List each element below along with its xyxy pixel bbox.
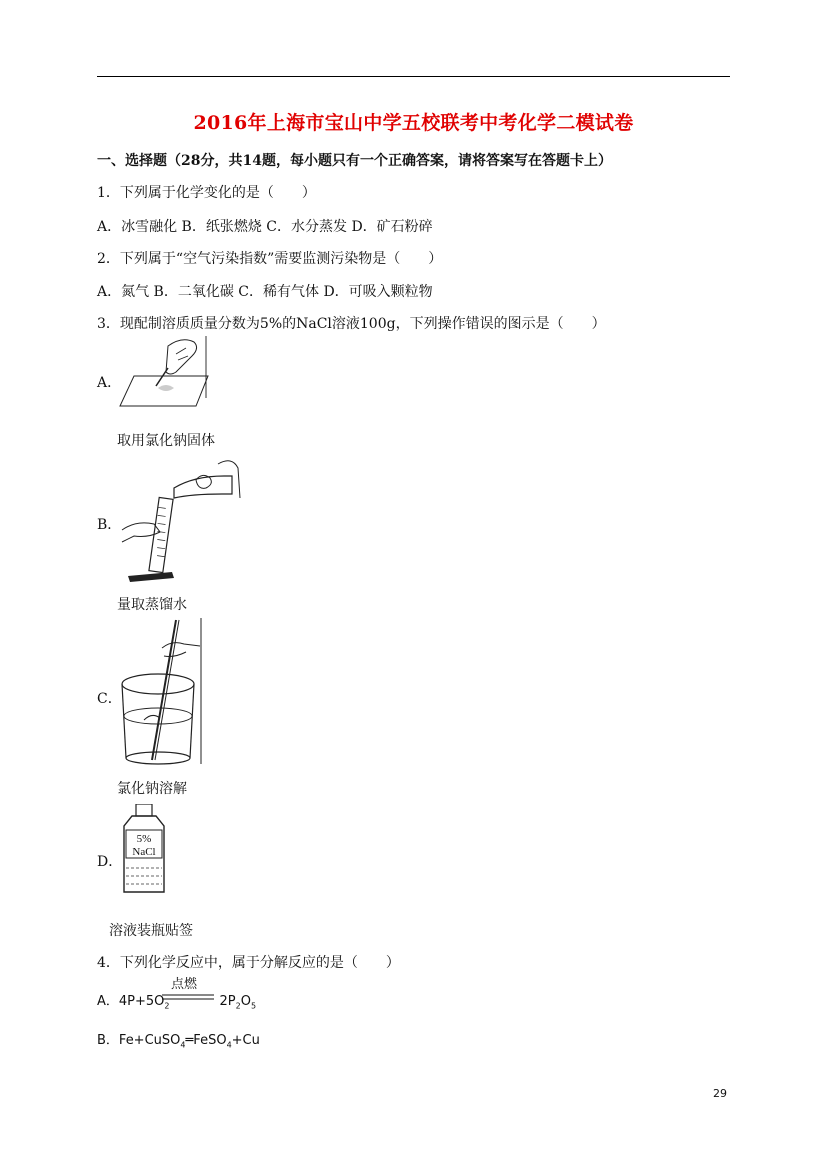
header-rule [97,76,730,77]
equation-a-prefix: A． [97,994,119,1009]
option-a-letter: A． [97,375,122,391]
measure-water-figure [118,458,244,584]
dissolve-figure [118,618,204,766]
question-4-stem: 4．下列化学反应中，属于分解反应的是（ ） [97,955,400,971]
equation-b-prefix: B． [97,1033,119,1048]
option-c-letter: C． [97,691,122,707]
question-3-stem: 3．现配制溶质质量分数为5%的NaCl溶液100g，下列操作错误的图示是（ ） [97,316,606,332]
option-d-caption: 溶液装瓶贴签 [109,923,193,939]
option-b-caption: 量取蒸馏水 [117,597,187,613]
bottle-label-percent: 5% [136,833,152,845]
page-number: 29 [713,1087,727,1100]
take-salt-figure [118,336,210,410]
option-c-caption: 氯化钠溶解 [117,781,187,797]
equals-sign [162,994,214,1002]
question-1-stem: 1．下列属于化学变化的是（ ） [97,185,316,201]
question-2-stem: 2．下列属于“空气污染指数”需要监测污染物是（ ） [97,251,443,267]
section-heading: 一、选择题（28分，共14题，每小题只有一个正确答案，请将答案写在答题卡上） [97,153,612,169]
equation-b: B．Fe+CuSO$_4$═FeSO$_4$+Cu [97,1033,260,1050]
reaction-condition: 点燃 [171,977,198,992]
page-title: 2016年上海市宝山中学五校联考中考化学二模试卷 [193,112,634,134]
question-1-options: A．冰雪融化 B．纸张燃烧 C．水分蒸发 D．矿石粉碎 [97,219,433,235]
option-b-letter: B． [97,517,122,533]
bottle-label-nacl: NaCl [132,846,156,858]
option-a-caption: 取用氯化钠固体 [117,433,215,449]
question-2-options: A．氮气 B．二氧化碳 C．稀有气体 D．可吸入颗粒物 [97,284,433,300]
reagent-bottle-figure [118,804,170,896]
option-d-letter: D． [97,854,123,870]
equation-a: A．$4P+5O_2$ $2P_2O_5$ [97,994,257,1011]
